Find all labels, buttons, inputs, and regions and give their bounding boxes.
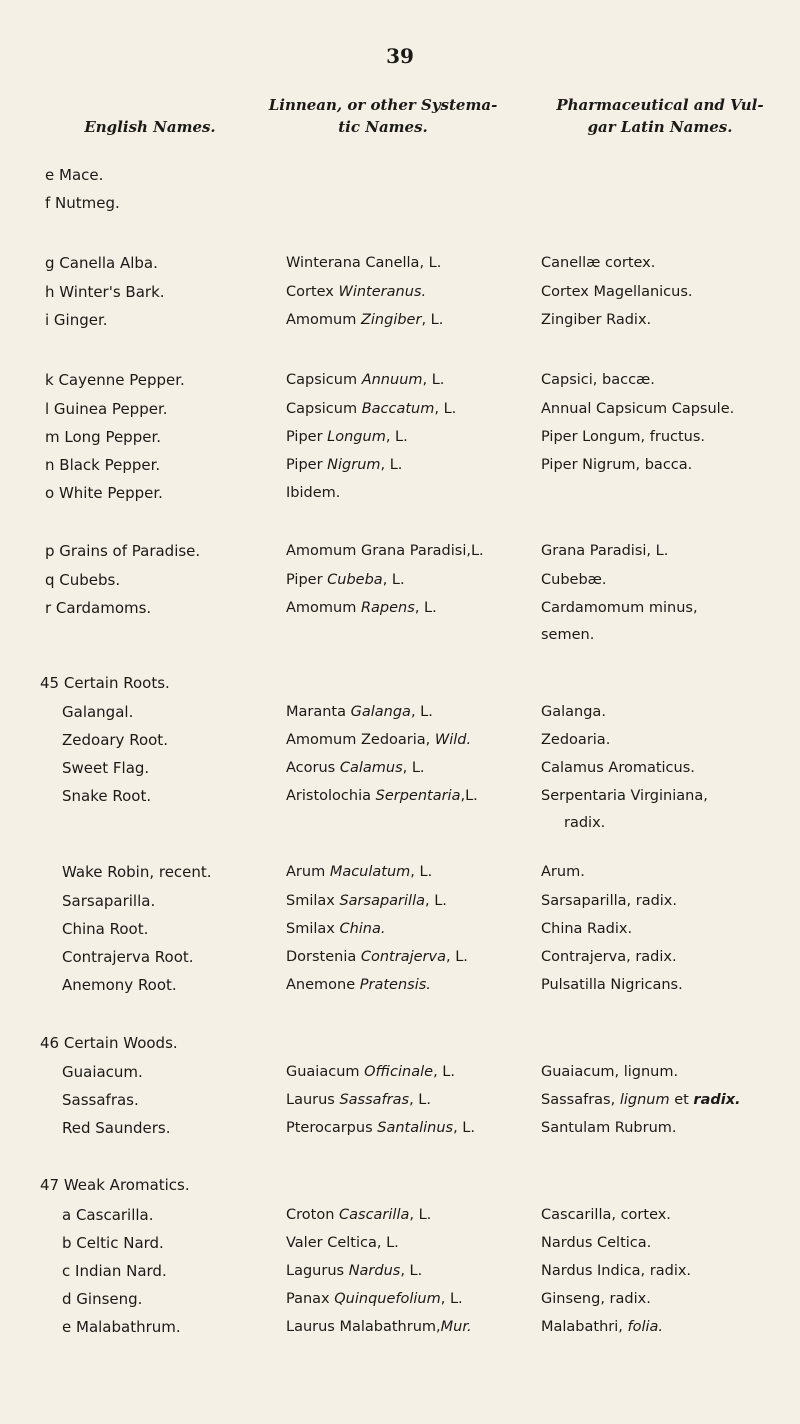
pharma-name-continued: radix. xyxy=(564,815,606,831)
linnean-name: Maranta Galanga, L. xyxy=(286,704,433,720)
english-name: Sarsaparilla. xyxy=(62,892,156,910)
english-name: Sassafras. xyxy=(62,1091,139,1109)
pharma-name: Guaiacum, lignum. xyxy=(541,1064,679,1080)
header-linnean-names: Linnean, or other Systema- tic Names. xyxy=(268,96,498,136)
linnean-name: Lagurus Nardus, L. xyxy=(286,1263,423,1279)
pharma-name-continued: semen. xyxy=(541,627,595,643)
pharma-name: Cascarilla, cortex. xyxy=(541,1207,671,1223)
english-name: h Winter's Bark. xyxy=(45,283,165,301)
pharma-name: Sarsaparilla, radix. xyxy=(541,893,678,909)
pharma-name: Zingiber Radix. xyxy=(541,312,652,328)
header-english-names: English Names. xyxy=(84,118,216,136)
pharma-name: Piper Longum, fructus. xyxy=(541,429,706,445)
section-heading: 47 Weak Aromatics. xyxy=(40,1176,190,1194)
english-name: Snake Root. xyxy=(62,787,152,805)
english-name: Sweet Flag. xyxy=(62,759,150,777)
english-name: g Canella Alba. xyxy=(45,254,158,272)
linnean-name: Smilax China. xyxy=(286,921,386,937)
linnean-name: Guaiacum Officinale, L. xyxy=(286,1064,455,1080)
english-name: m Long Pepper. xyxy=(45,428,162,446)
linnean-name: Amomum Zedoaria, Wild. xyxy=(286,732,472,748)
english-name: e Malabathrum. xyxy=(62,1318,181,1336)
linnean-name: Capsicum Baccatum, L. xyxy=(286,401,457,417)
pharma-name: Malabathri, folia. xyxy=(541,1319,664,1335)
pharma-name: Calamus Aromaticus. xyxy=(541,760,695,776)
pharma-name: Sassafras, lignum et radix. xyxy=(541,1092,741,1108)
english-name: l Guinea Pepper. xyxy=(45,400,168,418)
pharma-name: Ginseng, radix. xyxy=(541,1291,651,1307)
english-name: Galangal. xyxy=(62,703,134,721)
english-name: e Mace. xyxy=(45,166,104,184)
linnean-name: Capsicum Annuum, L. xyxy=(286,372,445,388)
english-name: f Nutmeg. xyxy=(45,194,120,212)
linnean-name: Amomum Zingiber, L. xyxy=(286,312,444,328)
linnean-name: Croton Cascarilla, L. xyxy=(286,1207,432,1223)
linnean-name: Panax Quinquefolium, L. xyxy=(286,1291,463,1307)
page-number: 39 xyxy=(386,44,414,68)
pharma-name: Contrajerva, radix. xyxy=(541,949,677,965)
pharma-name: Serpentaria Virginiana, xyxy=(541,788,708,804)
english-name: Wake Robin, recent. xyxy=(62,863,212,881)
english-name: Anemony Root. xyxy=(62,976,177,994)
pharma-name: Pulsatilla Nigricans. xyxy=(541,977,683,993)
linnean-name: Piper Cubeba, L. xyxy=(286,572,405,588)
english-name: i Ginger. xyxy=(45,311,108,329)
linnean-name: Anemone Pratensis. xyxy=(286,977,431,993)
linnean-name: Pterocarpus Santalinus, L. xyxy=(286,1120,475,1136)
pharma-name: Piper Nigrum, bacca. xyxy=(541,457,693,473)
pharma-name: Grana Paradisi, L. xyxy=(541,543,669,559)
linnean-name: Cortex Winteranus. xyxy=(286,284,427,300)
pharma-name: Cortex Magellanicus. xyxy=(541,284,693,300)
english-name: China Root. xyxy=(62,920,149,938)
english-name: r Cardamoms. xyxy=(45,599,152,617)
pharma-name: Annual Capsicum Capsule. xyxy=(541,401,735,417)
linnean-name: Amomum Grana Paradisi,L. xyxy=(286,543,484,559)
pharma-name: Capsici, baccæ. xyxy=(541,372,655,388)
linnean-name: Winterana Canella, L. xyxy=(286,255,442,271)
pharma-name: Nardus Indica, radix. xyxy=(541,1263,692,1279)
header-pharmaceutical-names: Pharmaceutical and Vul- gar Latin Names. xyxy=(556,96,764,136)
linnean-name: Piper Longum, L. xyxy=(286,429,408,445)
linnean-name: Arum Maculatum, L. xyxy=(286,864,433,880)
english-name: o White Pepper. xyxy=(45,484,163,502)
linnean-name: Smilax Sarsaparilla, L. xyxy=(286,893,447,909)
english-name: n Black Pepper. xyxy=(45,456,161,474)
english-name: d Ginseng. xyxy=(62,1290,143,1308)
english-name: a Cascarilla. xyxy=(62,1206,154,1224)
linnean-name: Ibidem. xyxy=(286,485,341,501)
pharma-name: China Radix. xyxy=(541,921,633,937)
pharma-name: Canellæ cortex. xyxy=(541,255,656,271)
linnean-name: Amomum Rapens, L. xyxy=(286,600,437,616)
english-name: Contrajerva Root. xyxy=(62,948,194,966)
pharma-name: Nardus Celtica. xyxy=(541,1235,652,1251)
pharma-name: Galanga. xyxy=(541,704,606,720)
english-name: Zedoary Root. xyxy=(62,731,168,749)
pharma-name: Cardamomum minus, xyxy=(541,600,698,616)
linnean-name: Aristolochia Serpentaria,L. xyxy=(286,788,478,804)
section-heading: 45 Certain Roots. xyxy=(40,674,170,692)
linnean-name: Piper Nigrum, L. xyxy=(286,457,403,473)
english-name: b Celtic Nard. xyxy=(62,1234,164,1252)
linnean-name: Dorstenia Contrajerva, L. xyxy=(286,949,468,965)
pharma-name: Zedoaria. xyxy=(541,732,611,748)
english-name: c Indian Nard. xyxy=(62,1262,167,1280)
english-name: k Cayenne Pepper. xyxy=(45,371,185,389)
linnean-name: Acorus Calamus, L. xyxy=(286,760,425,776)
pharma-name: Arum. xyxy=(541,864,585,880)
section-heading: 46 Certain Woods. xyxy=(40,1034,178,1052)
english-name: q Cubebs. xyxy=(45,571,121,589)
pharma-name: Cubebæ. xyxy=(541,572,607,588)
english-name: p Grains of Paradise. xyxy=(45,542,201,560)
english-name: Red Saunders. xyxy=(62,1119,171,1137)
english-name: Guaiacum. xyxy=(62,1063,143,1081)
linnean-name: Valer Celtica, L. xyxy=(286,1235,399,1251)
pharma-name: Santulam Rubrum. xyxy=(541,1120,677,1136)
linnean-name: Laurus Malabathrum,Mur. xyxy=(286,1319,472,1335)
linnean-name: Laurus Sassafras, L. xyxy=(286,1092,431,1108)
